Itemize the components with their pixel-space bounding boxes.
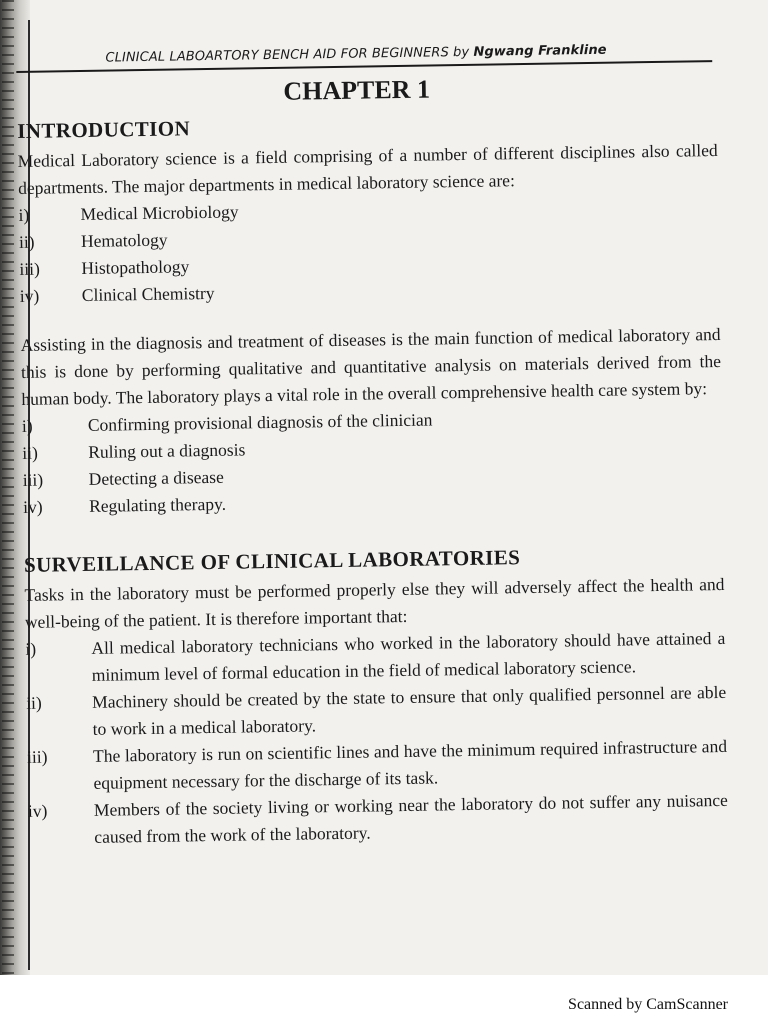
introduction-paragraph: Medical Laboratory science is a field comprising of a number of different disciplines also called departments. The major departments in medical laboratory science are: (17, 139, 718, 198)
list-number: i) (18, 204, 30, 225)
book-title: CLINICAL LABOARTORY BENCH AID FOR BEGINNERS (105, 45, 449, 66)
surveillance-paragraph: Tasks in the laboratory must be performed properly else they will adversely affect the health and well-being of the patient. It is therefore important that: (24, 573, 725, 632)
list-number: ii) (26, 692, 42, 713)
list-text: All medical laboratory technicians who worked in the laboratory should have attained a minimum level of formal education in the field of medical laboratory science. (91, 627, 726, 685)
list-text: Ruling out a diagnosis (88, 439, 246, 462)
list-text: Members of the society living or working near the laboratory do not suffer any nuisance caused from the work of the laboratory. (93, 789, 728, 847)
list-number: i) (25, 638, 37, 659)
list-number: iv) (22, 496, 43, 517)
surveillance-heading: SURVEILLANCE OF CLINICAL LABORATORIES (23, 545, 521, 577)
list-number: iii) (22, 469, 44, 490)
list-text: Medical Microbiology (80, 201, 239, 225)
list-number: ii) (22, 442, 39, 463)
list-number: iii) (19, 258, 40, 279)
list-number: iv) (19, 285, 40, 306)
chapter-title: CHAPTER 1 (283, 74, 431, 106)
laboratory-role-paragraph: Assisting in the diagnosis and treatment of diseases is the main function of medical laboratory and this is done by performing qualitative and quantitative analysis on materials derived from the human body. The laboratory plays a vital role in the overall comprehensive health care system by: (20, 323, 722, 409)
author-name: Ngwang Frankline (473, 42, 607, 60)
list-number: i) (21, 415, 33, 436)
list-text: Machinery should be created by the state to ensure that only qualified personnel are able to work in a medical laboratory. (92, 681, 727, 739)
departments-list (18, 191, 720, 310)
list-text: Histopathology (81, 256, 190, 278)
list-text: Detecting a disease (88, 466, 224, 489)
list-text: Confirming provisional diagnosis of the clinician (87, 409, 433, 435)
list-number: iv) (27, 800, 48, 821)
page-content (16, 41, 728, 852)
header-by: by (452, 44, 470, 61)
introduction-heading: INTRODUCTION (17, 116, 191, 143)
list-text: Regulating therapy. (88, 493, 227, 516)
list-item (28, 787, 729, 852)
surveillance-list (25, 625, 728, 852)
list-text: Clinical Chemistry (81, 282, 215, 305)
spine-binding (2, 0, 14, 975)
laboratory-roles-list (22, 402, 724, 521)
list-number: ii) (18, 231, 35, 252)
list-text: Hematology (80, 229, 168, 252)
list-number: iii) (26, 746, 48, 767)
list-text: The laboratory is run on scientific lines and have the minimum required infrastructure and equipment necessary for the discharge of its task. (92, 735, 728, 793)
scanner-watermark: Scanned by CamScanner (568, 996, 728, 1013)
